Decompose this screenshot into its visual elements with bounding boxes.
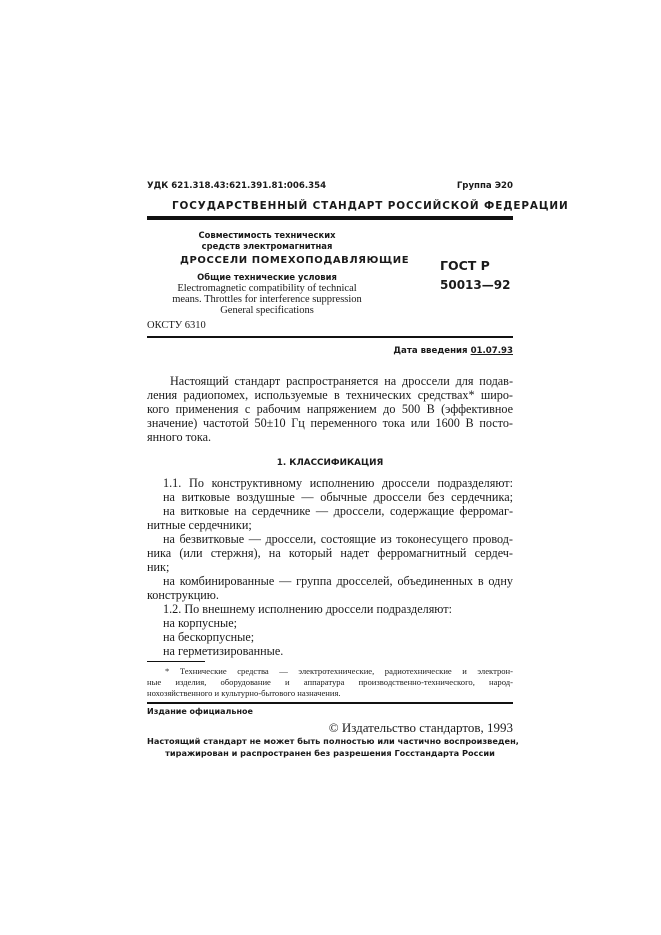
section-line: нитные сердечники; (147, 518, 252, 532)
section-line: 1.1. По конструктивному исполнению дроссели подразделяют: (163, 476, 513, 490)
section-line: конструкцию. (147, 588, 219, 602)
section-heading: 1. КЛАССИФИКАЦИЯ (276, 458, 384, 468)
section-line: на безвитковые — дроссели, состоящие из токонесущего провод- (163, 532, 513, 546)
section-line: на витковые на сердечнике — дроссели, содержащие ферромаг- (163, 504, 513, 518)
section-line: на комбинированные — группа дросселей, объединенных в одну (163, 574, 513, 588)
group-code: Группа Э20 (456, 181, 513, 191)
date-label: Дата введения (393, 346, 468, 356)
effective-date (393, 346, 513, 356)
section-line: на бескорпусные; (163, 630, 255, 644)
footer-divider (147, 702, 513, 704)
copyright: © Издательство стандартов, 1993 (328, 720, 513, 735)
header-divider (147, 216, 513, 220)
english-title-line: Electromagnetic compatibility of technical (177, 283, 357, 294)
udk-code: УДК 621.318.43:621.391.81:006.354 (147, 181, 327, 191)
section-line: на витковые воздушные — обычные дроссели без сердечника; (163, 490, 513, 504)
footnote-line: * Технические средства — электротехнические, радиотехнические и электрон- (165, 666, 513, 676)
document-title: ДРОССЕЛИ ПОМЕХОПОДАВЛЯЮЩИЕ (180, 255, 410, 266)
footnote-line: ные изделия, оборудование и аппаратура производственно-технического, народ- (147, 677, 513, 687)
subtitle-line: средств электромагнитная (201, 241, 333, 251)
title-divider (147, 336, 513, 338)
section-line: ника (или стержня), на который надет ферромагнитный сердеч- (147, 546, 513, 560)
intro-line: кого применения с рабочим напряжением до 500 В (эффективное (147, 402, 513, 416)
section-line: на корпусные; (163, 616, 237, 630)
conditions-subtitle: Общие технические условия (197, 272, 337, 282)
gost-label: ГОСТ Р (440, 258, 490, 273)
english-title-line: General specifications (220, 305, 314, 316)
date-value: 01.07.93 (470, 346, 513, 356)
subtitle-line: Совместимость технических (198, 230, 336, 240)
footnote-rule (147, 661, 205, 662)
english-title-line: means. Throttles for interference suppression (172, 294, 362, 305)
state-standard-title: ГОСУДАРСТВЕННЫЙ СТАНДАРТ РОССИЙСКОЙ ФЕДЕРАЦИИ (172, 200, 569, 212)
intro-line: Настоящий стандарт распространяется на дроссели для подав- (170, 374, 513, 388)
okstu-code: ОКСТУ 6310 (147, 320, 206, 331)
gost-number: 50013—92 (440, 278, 511, 292)
section-line: 1.2. По внешнему исполнению дроссели подразделяют: (163, 602, 452, 616)
reproduction-notice: Настоящий стандарт не может быть полностью или частично воспроизведен, (147, 736, 519, 746)
reproduction-notice: тиражирован и распространен без разрешения Госстандарта России (165, 748, 495, 758)
section-line: на герметизированные. (163, 644, 284, 658)
section-line: ник; (147, 560, 170, 574)
intro-line: ления радиопомех, используемые в технических средствах* широ- (147, 388, 513, 402)
intro-line: значение) частотой 50±10 Гц переменного тока или 1600 В посто- (147, 416, 513, 430)
official-edition: Издание официальное (147, 707, 253, 716)
intro-line: янного тока. (147, 430, 212, 444)
footnote-line: нохозяйственного и культурно-бытового назначения. (147, 688, 341, 698)
